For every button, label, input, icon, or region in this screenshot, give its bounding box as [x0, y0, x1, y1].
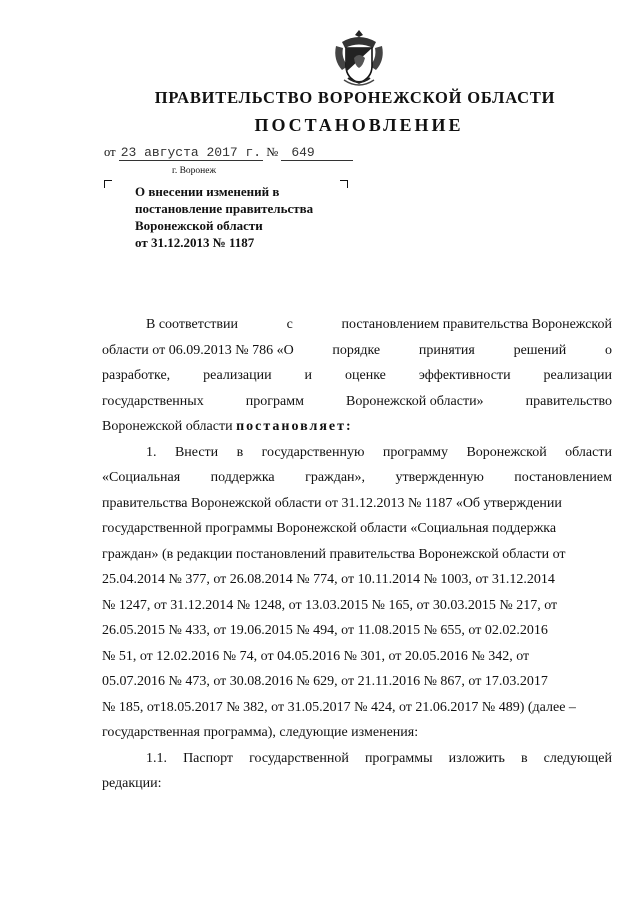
word: программы — [364, 750, 433, 766]
text-line — [102, 363, 612, 389]
government-title: ПРАВИТЕЛЬСТВО ВОРОНЕЖСКОЙ ОБЛАСТИ — [154, 88, 556, 107]
document-subject — [135, 183, 355, 251]
subject-line: постановление правительства — [135, 201, 314, 216]
word: о — [604, 342, 612, 358]
word: В соответствии — [146, 317, 238, 332]
text-line — [102, 695, 612, 721]
word: следующей — [543, 750, 612, 766]
text-line — [102, 542, 612, 568]
line-text: 05.07.2016 № 473, от 30.08.2016 № 629, от 21.11.2016 № 867, от 17.03.2017 — [102, 674, 548, 689]
word: поддержка — [210, 470, 275, 485]
word: правительство — [525, 393, 612, 409]
word: Воронежской — [466, 444, 547, 460]
word: эффективности — [418, 368, 511, 383]
number-prefix: № — [266, 145, 279, 159]
text-line — [102, 720, 612, 746]
word: изложить — [448, 750, 505, 766]
word: государственной — [249, 750, 349, 766]
decree-verb: постановляет: — [236, 419, 353, 434]
text-line — [102, 593, 612, 619]
word: Паспорт — [183, 750, 234, 766]
subject-line: О внесении изменений в — [135, 184, 280, 199]
date-prefix: от — [104, 145, 116, 159]
word: постановлением правительства Воронежской — [341, 317, 612, 332]
coat-of-arms-emblem — [332, 28, 386, 88]
line-text: государственной программы Воронежской области «Социальная поддержка — [102, 521, 557, 536]
document-date: 23 августа 2017 г. — [120, 145, 262, 160]
word: программ — [245, 393, 304, 409]
text-line — [102, 669, 612, 695]
word: программу — [382, 444, 449, 460]
text-line — [102, 618, 612, 644]
word: области от 06.09.2013 № 786 «О — [102, 342, 294, 358]
word: в — [520, 750, 528, 766]
word: постановлением — [514, 470, 612, 485]
word: решений — [513, 342, 567, 358]
line-text: № 51, от 12.02.2016 № 74, от 04.05.2016 № 301, от 20.05.2016 № 342, от — [102, 648, 530, 664]
line-text: № 185, от18.05.2017 № 382, от 31.05.2017 № 424, от 21.06.2017 № 489) (далее – — [102, 699, 576, 715]
text-line — [102, 440, 612, 466]
word: реализации — [543, 368, 612, 383]
word: государственных — [102, 393, 204, 409]
line-text: редакции: — [102, 776, 162, 791]
text-line — [102, 491, 612, 517]
text-line — [102, 312, 612, 338]
text-line — [102, 389, 612, 415]
text-line — [102, 746, 612, 772]
line-text: 26.05.2015 № 433, от 19.06.2015 № 494, от 11.08.2015 № 655, от 02.02.2016 — [102, 623, 548, 638]
line-text: государственная программа), следующие изменения: — [102, 725, 419, 740]
text-line — [102, 644, 612, 670]
word: области — [565, 444, 612, 460]
text-line — [102, 516, 612, 542]
line-text: № 1247, от 31.12.2014 № 1248, от 13.03.2015 № 165, от 30.03.2015 № 217, от — [102, 597, 558, 613]
line-text: правительства Воронежской области от 31.12.2013 № 1187 «Об утверждении — [102, 495, 562, 511]
word: «Социальная — [102, 470, 181, 485]
text-line — [102, 414, 612, 440]
word: принятия — [418, 342, 475, 358]
line-text: 25.04.2014 № 377, от 26.08.2014 № 774, от 10.11.2014 № 1003, от 31.12.2014 — [102, 572, 555, 587]
word: и — [304, 368, 313, 383]
line-text: Воронежской области — [102, 419, 233, 434]
left-corner-mark — [104, 180, 112, 188]
word: с — [286, 317, 293, 332]
word: порядке — [332, 342, 381, 358]
word: граждан», — [305, 470, 366, 485]
document-type: ПОСТАНОВЛЕНИЕ — [254, 115, 464, 135]
word: Воронежской области» — [346, 393, 484, 409]
subject-line: Воронежской области — [135, 218, 263, 233]
document-body — [102, 312, 612, 797]
word: разработке, — [102, 368, 171, 383]
word: оценке — [345, 368, 386, 383]
word: в — [236, 444, 244, 460]
line-text: граждан» (в редакции постановлений правительства Воронежской области от — [102, 546, 566, 562]
word: утвержденную — [395, 470, 484, 485]
document-number: 649 — [281, 145, 353, 161]
text-line — [102, 338, 612, 364]
word: реализации — [203, 368, 272, 383]
word: 1.1. — [146, 750, 167, 766]
word: государственную — [261, 444, 365, 460]
date-number-line — [104, 145, 353, 167]
text-line — [102, 465, 612, 491]
city-name: г. Воронеж — [172, 166, 217, 176]
word: Внести — [174, 444, 219, 460]
text-line — [102, 771, 612, 797]
text-line — [102, 567, 612, 593]
word: 1. — [146, 444, 157, 460]
subject-line: от 31.12.2013 № 1187 — [135, 235, 255, 250]
